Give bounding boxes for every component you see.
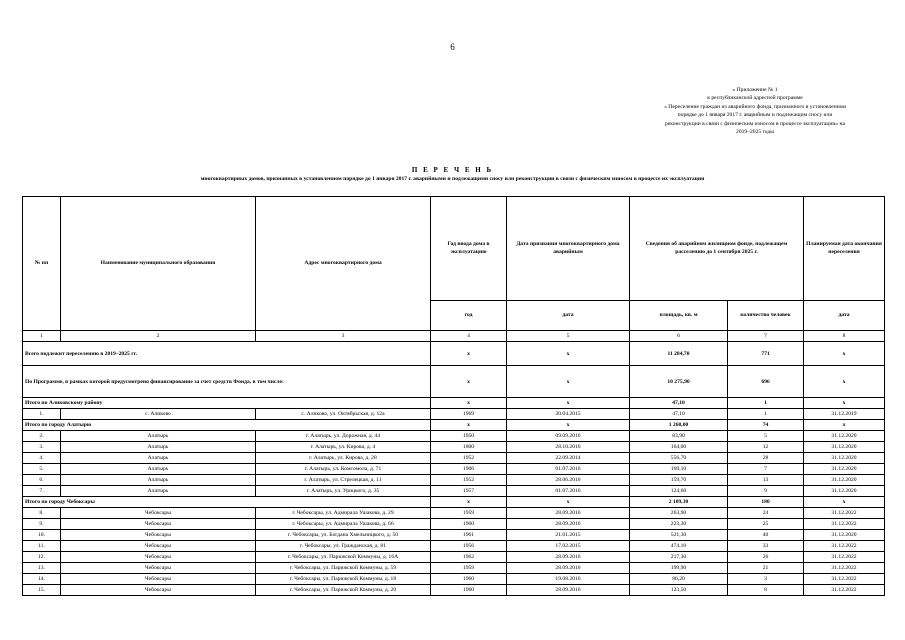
cell-num: 7. <box>23 486 61 497</box>
table-row <box>23 453 885 464</box>
cell-people: 5 <box>728 431 804 442</box>
table-row <box>23 563 885 574</box>
cell-date: 28.10.2016 <box>507 442 630 453</box>
cell-date: 28.09.2016 <box>507 508 630 519</box>
cell-address: г. Чебоксары, ул. Парижской Коммуны, д. 20 <box>256 585 431 596</box>
cell-planned: 31.12.2020 <box>804 530 885 541</box>
appendix-line: 2019–2025 годы <box>736 129 774 136</box>
cell-date: 01.07.2016 <box>507 486 630 497</box>
region-planned: x <box>804 497 885 508</box>
table-row <box>23 475 885 486</box>
subheader-people: количество человек <box>728 301 804 331</box>
region-year: x <box>431 497 507 508</box>
cell-address: г. Алатырь, ул. Комсомола, д. 71 <box>256 464 431 475</box>
cell-planned: 31.12.2020 <box>804 453 885 464</box>
cell-address: г. Чебоксары, ул. Парижской Коммуны, д. 18 <box>256 574 431 585</box>
cell-address: г. Чебоксары, ул. Парижской Коммуны, д. 16А <box>256 552 431 563</box>
header-year-built: Год ввода дома в эксплуатацию <box>431 197 507 301</box>
table-row <box>23 442 885 453</box>
appendix-line: « Приложение № 1 <box>732 87 778 93</box>
cell-year: 1962 <box>431 552 507 563</box>
cell-municipality: Чебоксары <box>61 585 256 596</box>
cell-planned: 31.12.2020 <box>804 486 885 497</box>
cell-area: 164,00 <box>630 442 728 453</box>
cell-year: 1959 <box>431 563 507 574</box>
header-address: Адрес многоквартирного дома <box>256 197 431 331</box>
subheader-date: дата <box>507 301 630 331</box>
cell-num: 1. <box>23 409 61 420</box>
page-number: 6 <box>450 42 455 52</box>
cell-municipality: Алатырь <box>61 431 256 442</box>
cell-address: г. Алатырь, ул. Урицкого, д. 35 <box>256 486 431 497</box>
appendix-line: к республиканской адресной программе <box>707 95 803 102</box>
cell-date: 09.09.2016 <box>507 431 630 442</box>
cell-year: 1961 <box>431 530 507 541</box>
cell-municipality: Чебоксары <box>61 563 256 574</box>
cell-date: 28.09.2016 <box>507 585 630 596</box>
cell-municipality: Алатырь <box>61 475 256 486</box>
cell-address: с. Аликово, ул. Октябрьская, д. 12а <box>256 409 431 420</box>
cell-address: г. Алатырь, ул. Кирова, д. 28 <box>256 453 431 464</box>
cell-area: 123,50 <box>630 585 728 596</box>
cell-date: 19.08.2016 <box>507 574 630 585</box>
table-row <box>23 574 885 585</box>
cell-date: 28.09.2016 <box>507 519 630 530</box>
table-row <box>23 552 885 563</box>
cell-area: 521,30 <box>630 530 728 541</box>
header-emergency-date: Дата признания многоквартирного дома аварийным <box>507 197 630 301</box>
cell-date: 30.04.2015 <box>507 409 630 420</box>
cell-planned: 31.12.2022 <box>804 508 885 519</box>
header-row <box>23 197 885 301</box>
region-people: 74 <box>728 420 804 431</box>
program-year: x <box>431 366 507 398</box>
region-date: x <box>507 497 630 508</box>
cell-people: 21 <box>728 563 804 574</box>
cell-municipality: Алатырь <box>61 464 256 475</box>
cell-address: г. Чебоксары, ул. Адмирала Ушакова, д. 66 <box>256 519 431 530</box>
cell-address: г. Чебоксары, ул. Парижской Коммуны, д. 59 <box>256 563 431 574</box>
document-subtitle: многоквартирных домов, признанных в установленном порядке до 1 января 2017 г. аварийными и подлежащими сносу или реконструкции в связи с физическим износом в процессе их эксплуатации <box>200 176 705 182</box>
cell-area: 474,10 <box>630 541 728 552</box>
cell-people: 3 <box>728 574 804 585</box>
column-number-row <box>23 331 885 342</box>
cell-people: 7 <box>728 464 804 475</box>
cell-municipality: Чебоксары <box>61 552 256 563</box>
document-title: П Е Р Е Ч Е Н Ь <box>411 166 494 174</box>
cell-planned: 31.12.2020 <box>804 442 885 453</box>
region-year: x <box>431 398 507 409</box>
cell-year: 1960 <box>431 574 507 585</box>
cell-date: 28.09.2016 <box>507 552 630 563</box>
cell-planned: 31.12.2020 <box>804 464 885 475</box>
cell-planned: 31.12.2022 <box>804 552 885 563</box>
cell-num: 13. <box>23 563 61 574</box>
cell-address: г. Алатырь, ул. Кирова, д. 4 <box>256 442 431 453</box>
total-row <box>23 342 885 366</box>
appendix-note <box>620 86 890 136</box>
table-row <box>23 409 885 420</box>
total-planned: x <box>804 342 885 366</box>
program-row <box>23 366 885 398</box>
cell-num: 3. <box>23 442 61 453</box>
cell-num: 10. <box>23 530 61 541</box>
col-number: 1 <box>23 331 61 342</box>
program-label: По Программе, в рамках которой предусмотрено финансирование за счет средств Фонда, в том числе: <box>23 366 431 398</box>
table-row <box>23 585 885 596</box>
region-people: 180 <box>728 497 804 508</box>
cell-people: 9 <box>728 486 804 497</box>
cell-year: 1960 <box>431 519 507 530</box>
region-area: 2 109,30 <box>630 497 728 508</box>
cell-planned: 31.12.2022 <box>804 563 885 574</box>
cell-people: 40 <box>728 530 804 541</box>
cell-num: 5. <box>23 464 61 475</box>
region-planned: x <box>804 398 885 409</box>
cell-planned: 31.12.2022 <box>804 519 885 530</box>
region-label: Итого по городу Алатырю <box>23 420 431 431</box>
cell-people: 26 <box>728 552 804 563</box>
cell-year: 1800 <box>431 442 507 453</box>
region-date: x <box>507 420 630 431</box>
col-number: 5 <box>507 331 630 342</box>
cell-area: 86,20 <box>630 574 728 585</box>
appendix-line: реконструкции в связи с физическим износом в процессе эксплуатации» на <box>664 120 845 127</box>
cell-planned: 31.12.2022 <box>804 585 885 596</box>
cell-area: 83,90 <box>630 431 728 442</box>
region-total-row <box>23 398 885 409</box>
cell-date: 21.01.2015 <box>507 530 630 541</box>
region-date: x <box>507 398 630 409</box>
region-area: 47,10 <box>630 398 728 409</box>
cell-year: 1959 <box>431 508 507 519</box>
cell-municipality: Чебоксары <box>61 508 256 519</box>
table-row <box>23 431 885 442</box>
cell-area: 263,90 <box>630 508 728 519</box>
subheader-year: год <box>431 301 507 331</box>
table-row <box>23 464 885 475</box>
header-municipality: Наименование муниципального образования <box>61 197 256 331</box>
appendix-line: « Переселение граждан из аварийного фонда, признанного в установленном <box>664 103 846 110</box>
cell-address: г. Алатырь, ул. Дорожная, д. 44 <box>256 431 431 442</box>
cell-date: 01.07.2016 <box>507 464 630 475</box>
total-area: 11 284,70 <box>630 342 728 366</box>
table-row <box>23 508 885 519</box>
region-people: 1 <box>728 398 804 409</box>
cell-date: 17.02.2015 <box>507 541 630 552</box>
cell-people: 33 <box>728 541 804 552</box>
cell-num: 14. <box>23 574 61 585</box>
cell-municipality: с. Аликово <box>61 409 256 420</box>
cell-planned: 31.12.2020 <box>804 475 885 486</box>
total-label: Всего подлежит переселению в 2019–2025 гг. <box>23 342 431 366</box>
cell-municipality: Чебоксары <box>61 519 256 530</box>
col-number: 2 <box>61 331 256 342</box>
region-area: 1 268,00 <box>630 420 728 431</box>
cell-municipality: Алатырь <box>61 486 256 497</box>
cell-year: 1957 <box>431 486 507 497</box>
cell-people: 8 <box>728 585 804 596</box>
cell-area: 159,70 <box>630 475 728 486</box>
region-label: Итого по городу Чебоксары <box>23 497 431 508</box>
cell-date: 28.09.2016 <box>507 563 630 574</box>
cell-address: г. Алатырь, ул. Стрелецкая, д. 11 <box>256 475 431 486</box>
table-row <box>23 519 885 530</box>
program-area: 10 275,90 <box>630 366 728 398</box>
cell-num: 4. <box>23 453 61 464</box>
cell-year: 1952 <box>431 453 507 464</box>
housing-registry-table <box>22 196 885 596</box>
cell-planned: 31.12.2019 <box>804 409 885 420</box>
cell-area: 169,10 <box>630 464 728 475</box>
cell-municipality: Алатырь <box>61 442 256 453</box>
cell-address: г. Чебоксары, ул. Богдана Хмельницкого, д. 50 <box>256 530 431 541</box>
table-row <box>23 530 885 541</box>
cell-municipality: Чебоксары <box>61 574 256 585</box>
cell-municipality: Чебоксары <box>61 530 256 541</box>
cell-people: 25 <box>728 519 804 530</box>
cell-year: 1952 <box>431 475 507 486</box>
cell-year: 1950 <box>431 431 507 442</box>
region-label: Итого по Аликовскому району <box>23 398 431 409</box>
region-year: x <box>431 420 507 431</box>
col-number: 4 <box>431 331 507 342</box>
cell-people: 24 <box>728 508 804 519</box>
header-num: № пп <box>23 197 61 331</box>
cell-date: 22.09.2014 <box>507 453 630 464</box>
cell-num: 2. <box>23 431 61 442</box>
cell-num: 9. <box>23 519 61 530</box>
cell-people: 12 <box>728 442 804 453</box>
cell-num: 11. <box>23 541 61 552</box>
col-number: 7 <box>728 331 804 342</box>
cell-address: г. Чебоксары, ул. Адмирала Ушакова, д. 29 <box>256 508 431 519</box>
cell-area: 217,30 <box>630 552 728 563</box>
header-housing-info: Сведения об аварийном жилищном фонде, подлежащем расселению до 1 сентября 2025 г. <box>630 197 804 301</box>
table-row <box>23 486 885 497</box>
col-number: 3 <box>256 331 431 342</box>
program-planned: x <box>804 366 885 398</box>
cell-num: 15. <box>23 585 61 596</box>
cell-num: 8. <box>23 508 61 519</box>
cell-year: 1956 <box>431 541 507 552</box>
cell-year: 1960 <box>431 585 507 596</box>
cell-area: 124,60 <box>630 486 728 497</box>
cell-planned: 31.12.2022 <box>804 574 885 585</box>
program-people: 696 <box>728 366 804 398</box>
subheader-date2: дата <box>804 301 885 331</box>
appendix-line: порядке до 1 января 2017 г. аварийным и подлежащим сносу или <box>677 112 833 119</box>
cell-municipality: Алатырь <box>61 453 256 464</box>
cell-planned: 31.12.2020 <box>804 431 885 442</box>
cell-people: 28 <box>728 453 804 464</box>
total-date: x <box>507 342 630 366</box>
region-total-row <box>23 497 885 508</box>
total-year: x <box>431 342 507 366</box>
cell-year: 1969 <box>431 409 507 420</box>
cell-municipality: Чебоксары <box>61 541 256 552</box>
col-number: 8 <box>804 331 885 342</box>
cell-num: 6. <box>23 475 61 486</box>
region-planned: x <box>804 420 885 431</box>
col-number: 6 <box>630 331 728 342</box>
cell-num: 12. <box>23 552 61 563</box>
cell-planned: 31.12.2022 <box>804 541 885 552</box>
cell-area: 199,90 <box>630 563 728 574</box>
cell-year: 1906 <box>431 464 507 475</box>
total-people: 771 <box>728 342 804 366</box>
cell-address: г. Чебоксары, ул. Гражданская, д. 81 <box>256 541 431 552</box>
cell-area: 47,10 <box>630 409 728 420</box>
cell-people: 13 <box>728 475 804 486</box>
header-planned-date: Планируемая дата окончания переселения <box>804 197 885 301</box>
program-date: x <box>507 366 630 398</box>
cell-people: 1 <box>728 409 804 420</box>
table-row <box>23 541 885 552</box>
region-total-row <box>23 420 885 431</box>
cell-area: 556,70 <box>630 453 728 464</box>
cell-area: 223,30 <box>630 519 728 530</box>
cell-date: 28.06.2016 <box>507 475 630 486</box>
subheader-area: площадь, кв. м <box>630 301 728 331</box>
